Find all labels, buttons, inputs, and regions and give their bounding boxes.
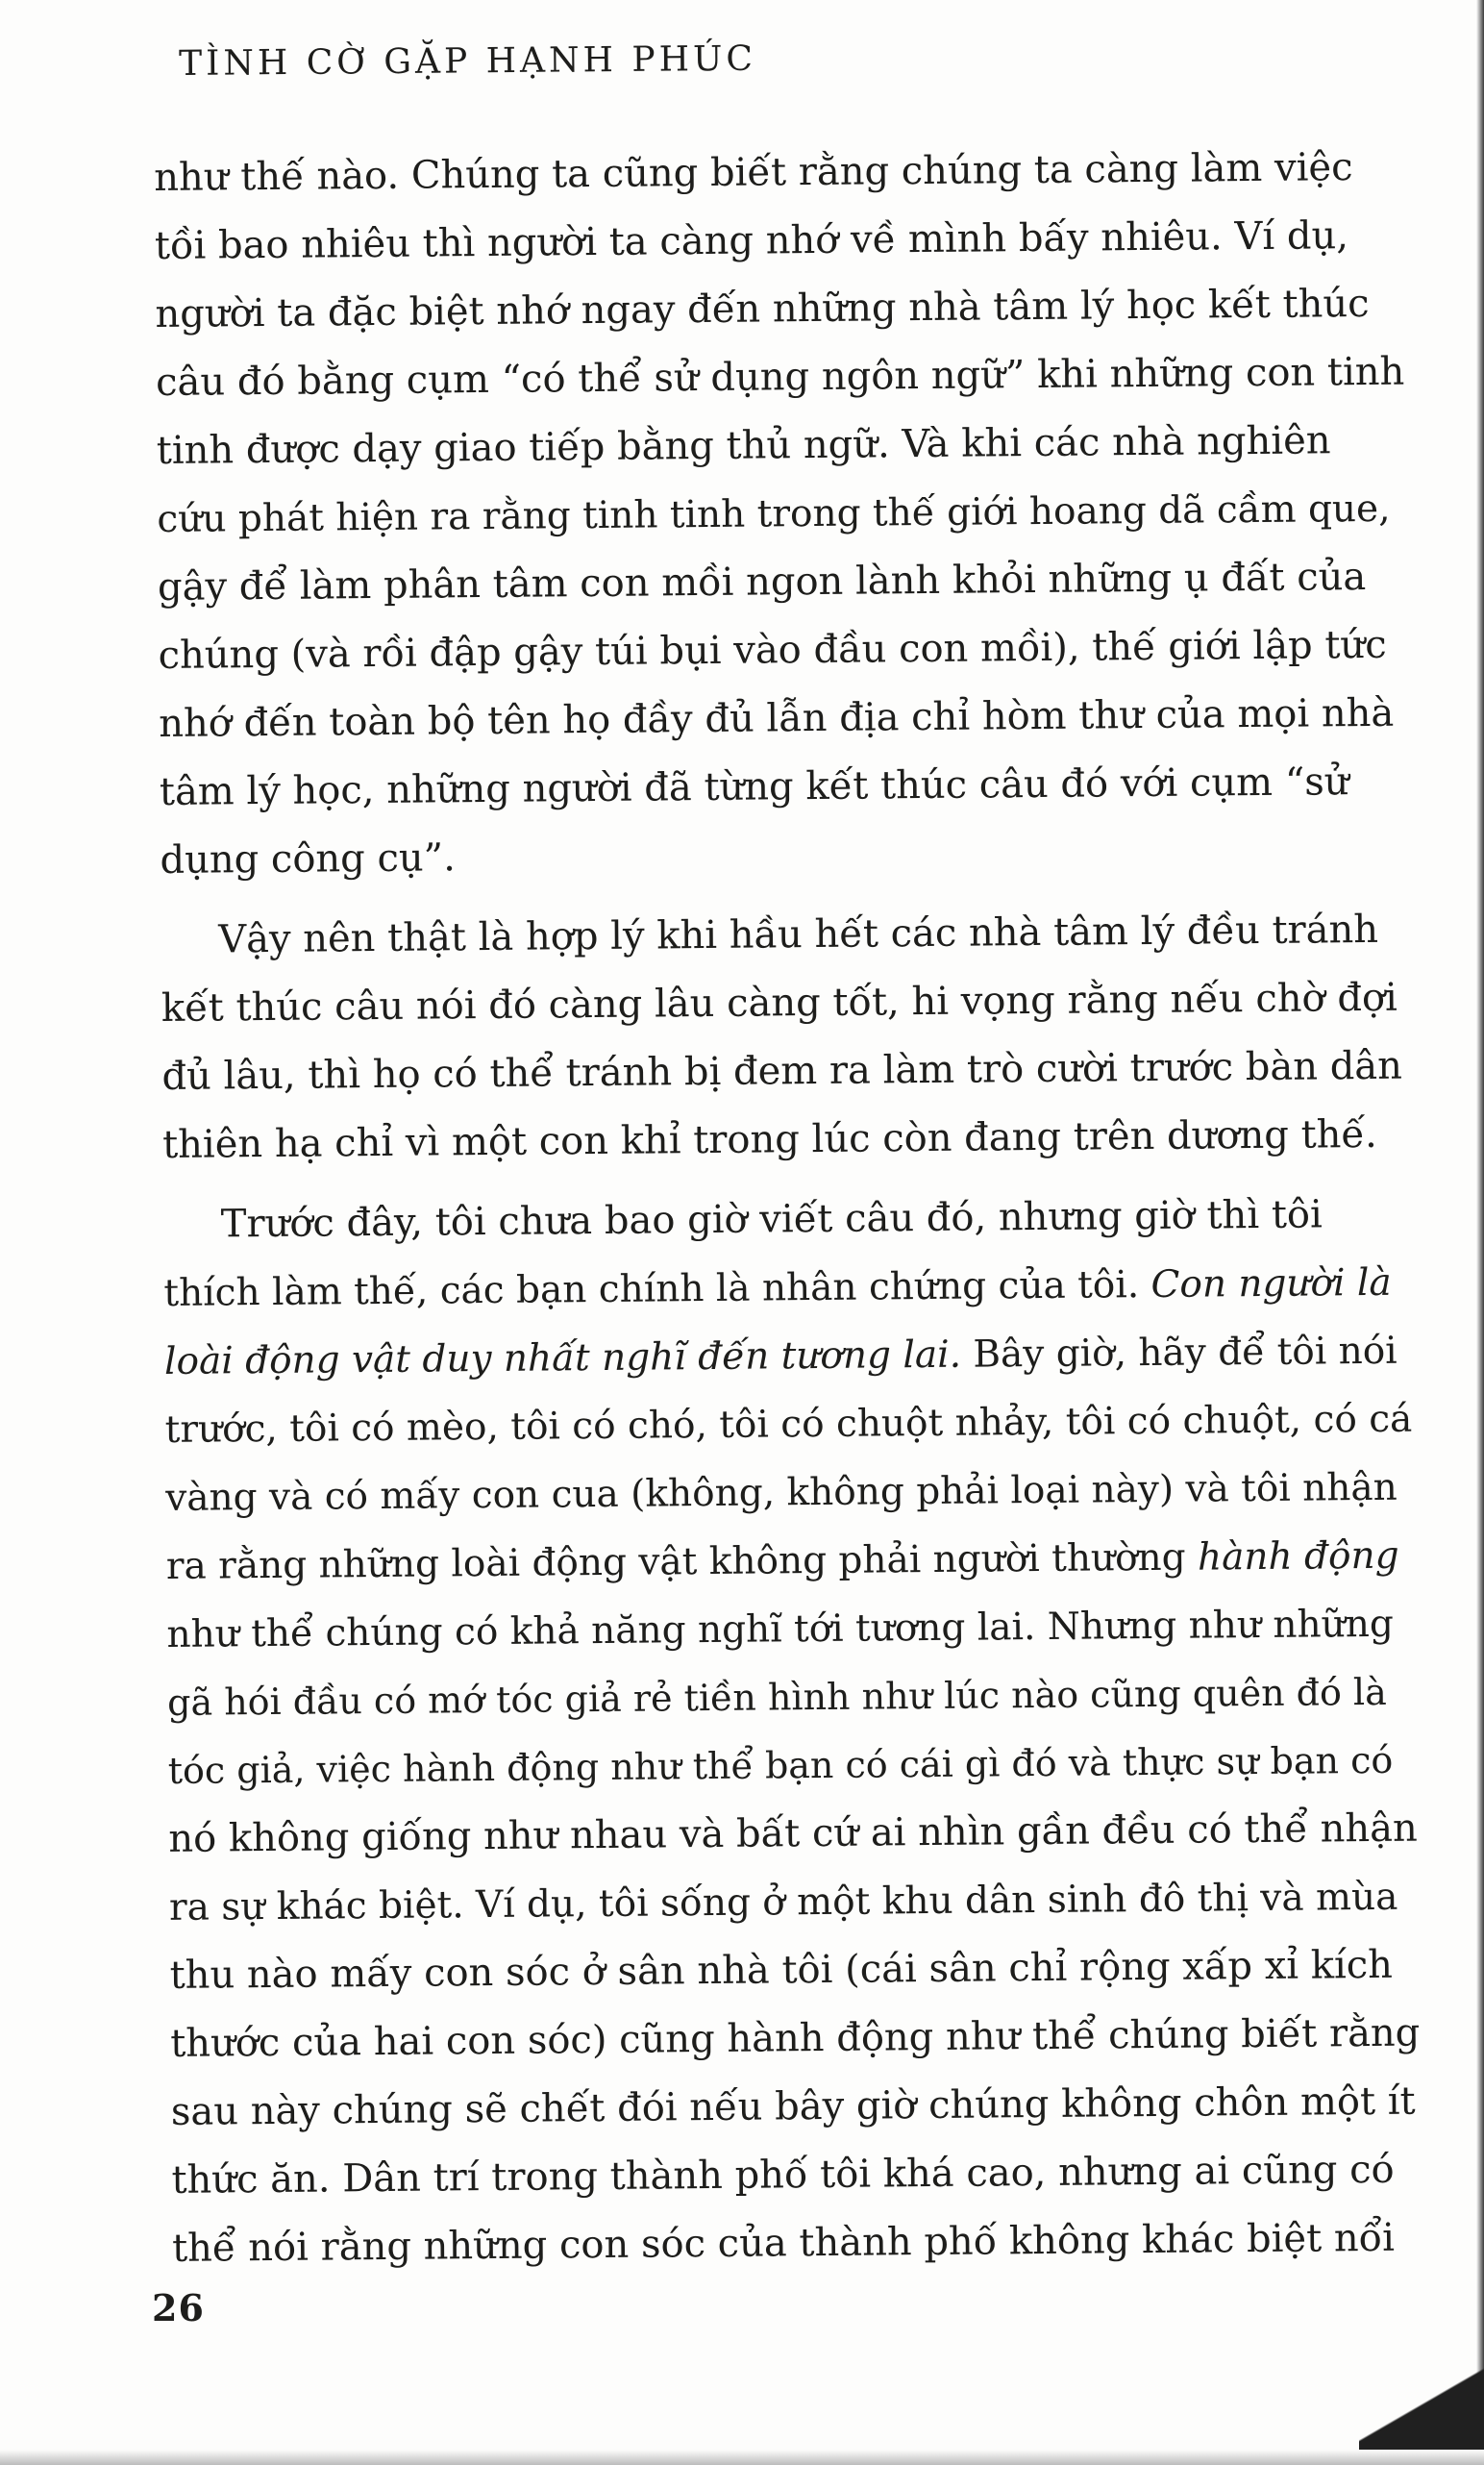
text-line: kết thúc câu nói đó càng lâu càng tốt, hi vọng rằng nếu chờ đợi	[161, 975, 1398, 1031]
text-line: gậy để làm phân tâm con mồi ngon lành khỏi những ụ đất của	[157, 555, 1367, 610]
text-line: câu đó bằng cụm “có thể sử dụng ngôn ngữ” khi những con tinh	[155, 349, 1405, 405]
text-line: thước của hai con sóc) cũng hành động như thể chúng biết rằng	[170, 2010, 1421, 2066]
text-line: sau này chúng sẽ chết đói nếu bây giờ chúng không chôn một ít	[170, 2079, 1416, 2134]
paragraph-2	[161, 896, 1412, 1180]
text-line: trước, tôi có mèo, tôi có chó, tôi có chuột nhảy, tôi có chuột, có cá	[164, 1397, 1413, 1452]
text-line: gã hói đầu có mớ tóc giả rẻ tiền hình như lúc nào cũng quên đó là	[166, 1670, 1387, 1724]
text-line: dụng công cụ”.	[160, 835, 457, 883]
text-line	[164, 1317, 1415, 1396]
text-line: ra sự khác biệt. Ví dụ, tôi sống ở một khu dân sinh đô thị và mùa	[168, 1875, 1398, 1930]
text-run: thích làm thế, các bạn chính là nhân chứng của tôi.	[163, 1262, 1151, 1315]
text-line: nó không giống như nhau và bất cứ ai nhìn gần đều có thể nhận	[168, 1805, 1418, 1861]
text-run: ra rằng những loài động vật không phải người thường	[165, 1535, 1199, 1588]
text-line: như thế nào. Chúng ta cũng biết rằng chúng ta càng làm việc	[154, 145, 1353, 200]
text-line: Trước đây, tôi chưa bao giờ viết câu đó, nhưng giờ thì tôi	[220, 1192, 1323, 1247]
text-line: chúng (và rồi đập gậy túi bụi vào đầu con mồi), thế giới lập tức	[158, 622, 1387, 678]
italic-text-run: hành động	[1197, 1533, 1399, 1580]
text-line: nhớ đến toàn bộ tên họ đầy đủ lẫn địa chỉ hòm thư của mọi nhà	[159, 690, 1395, 746]
text-line	[166, 1522, 1417, 1601]
text-line: Vậy nên thật là hợp lý khi hầu hết các nhà tâm lý đều tránh	[218, 907, 1379, 962]
text-line: tóc giả, việc hành động như thể bạn có cái gì đó và thực sự bạn có	[167, 1738, 1394, 1792]
paragraph-1	[154, 134, 1410, 895]
text-line: như thể chúng có khả năng nghĩ tới tương lai. Nhưng như những	[166, 1602, 1395, 1656]
text-line: tồi bao nhiêu thì người ta càng nhớ về mình bấy nhiêu. Ví dụ,	[154, 213, 1349, 268]
text-line: vàng và có mấy con cua (không, không phải loại này) và tôi nhận	[165, 1465, 1398, 1520]
text-line: tinh được dạy giao tiếp bằng thủ ngữ. Và khi các nhà nghiên	[156, 418, 1331, 473]
text-line: tâm lý học, những người đã từng kết thúc câu đó với cụm “sử	[159, 759, 1349, 814]
italic-text-run: Con người là	[1150, 1260, 1392, 1307]
text-line: đủ lâu, thì họ có thể tránh bị đem ra làm trò cười trước bàn dân	[161, 1043, 1403, 1099]
text-line: người ta đặc biệt nhớ ngay đến những nhà tâm lý học kết thúc	[155, 281, 1370, 336]
running-head-title: TÌNH CỜ GẶP HẠNH PHÚC	[179, 38, 757, 84]
text-line	[163, 1249, 1414, 1328]
paragraph-3	[163, 1181, 1422, 2283]
page-corner-shadow	[1359, 2321, 1484, 2465]
page-edge-shadow	[1476, 0, 1484, 2465]
text-line: thiên hạ chỉ vì một con khỉ trong lúc còn đang trên dương thế.	[161, 1111, 1377, 1167]
text-line: thức ăn. Dân trí trong thành phố tôi khá cao, nhưng ai cũng có	[171, 2147, 1395, 2203]
page-number: 26	[152, 2286, 205, 2329]
text-line: thể nói rằng những con sóc của thành phố không khác biệt nổi	[171, 2215, 1396, 2271]
text-line: thu nào mấy con sóc ở sân nhà tôi (cái sân chỉ rộng xấp xỉ kích	[169, 1942, 1394, 1998]
body-text	[154, 134, 1422, 2283]
bottom-edge-shadow	[0, 2450, 1484, 2465]
text-line: cứu phát hiện ra rằng tinh tinh trong thế giới hoang dã cầm que,	[157, 486, 1391, 541]
text-run: Bây giờ, hãy để tôi nói	[960, 1329, 1397, 1377]
italic-text-run: loài động vật duy nhất nghĩ đến tương lai.	[163, 1332, 962, 1383]
